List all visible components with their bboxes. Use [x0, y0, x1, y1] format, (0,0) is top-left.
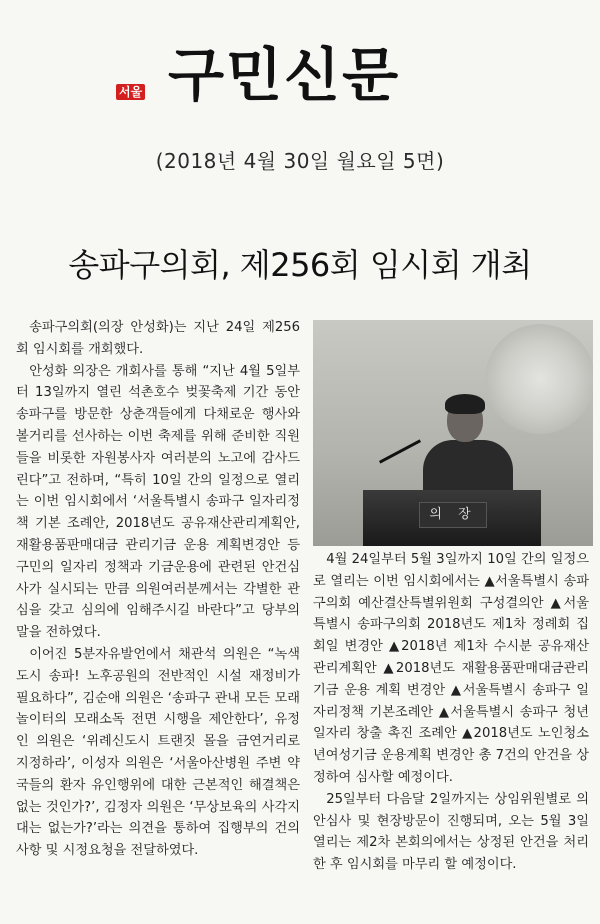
- article-headline: 송파구의회, 제256회 임시회 개최: [68, 246, 532, 284]
- seoul-badge: 서울: [116, 84, 145, 100]
- article-paragraph: 이어진 5분자유발언에서 채관석 의원은 “녹색도시 송파! 노후공원의 전반적인 시설 재정비가 필요하다”, 김순애 의원은 ‘송파구 관내 모든 모래놀이터의 모래소독 전면 시행을 제안한다’, 유정인 의원은 ‘위례신도시 트랜짓 몰을 금연거리로 지정하라’, 이성자 의원은 ‘서울아산병원 주변 약국들의 환자 유인행위에 대한 근본적인 해결책은 없는 것인가?’, 김정자 의원은 ‘무상보육의 사각지대는 없는가?’라는 의견을 통하여 집행부의 건의사항 및 시정요청을 전달하였다.: [16, 646, 300, 859]
- article-photo: [313, 320, 593, 546]
- edition-date: (2018년 4월 30일 월요일 5면): [155, 149, 445, 173]
- article-paragraph: 안성화 의장은 개회사를 통해 “지난 4월 5일부터 13일까지 열린 석촌호수 벚꽃축제 기간 동안 송파구를 방문한 상춘객들에게 다채로운 행사와 볼거리를 선사하는 이번 축제를 위해 준비한 직원들을 비롯한 자원봉사자 여러분의 노고에 감사드린다”고 전하며, “특히 10일 간의 일정으로 열리는 이번 임시회에서 ‘서울특별시 송파구 일자리정책 기본 조례안, 2018년도 공유재산관리계획안, 재활용품판매대금 관리기금 운용 계획변경안 등 구민의 일자리 정책과 기금운용에 관련된 안건심사가 실시되는 만큼 의원여러분께서는 각별한 관심을 갖고 심의에 임해주시길 바란다”고 당부의 말을 전하였다.: [16, 363, 300, 641]
- podium-sign: 의 장: [419, 502, 487, 528]
- article-paragraph: 25일부터 다음달 2일까지는 상임위원별로 의안심사 및 현장방문이 진행되며, 오는 5월 3일 열리는 제2차 본회의에서는 상정된 안건을 처리한 후 임시회를 마무리 할 예정이다.: [313, 791, 589, 873]
- masthead: [0, 0, 600, 120]
- article-paragraph: 송파구의회(의장 안성화)는 지난 24일 제256회 임시회를 개회했다.: [16, 320, 300, 357]
- podium: [363, 490, 541, 546]
- microphone: [379, 439, 421, 463]
- article-paragraph: 4월 24일부터 5월 3일까지 10일 간의 일정으로 열리는 이번 임시회에서는 ▲서울특별시 송파구의회 예산결산특별위원회 구성결의안 ▲서울특별시 송파구의회 2018년도 제1차 정례회 집회일 변경안 ▲2018년 제1차 수시분 공유재산 관리계획안 ▲2018년도 재활용품판매대금관리기금 운용 계획 변경안 ▲서울특별시 송파구 일자리정책 기본조례안 ▲서울특별시 송파구 청년일자리 창출 촉진 조례안 ▲2018년도 노인청소년여성기금 운용계획 변경안 총 7건의 안건을 상정하여 심사할 예정이다.: [313, 552, 589, 785]
- article-left-column: [16, 317, 300, 862]
- newspaper-logo: 구민신문: [168, 41, 401, 109]
- article-right-column: [313, 549, 589, 876]
